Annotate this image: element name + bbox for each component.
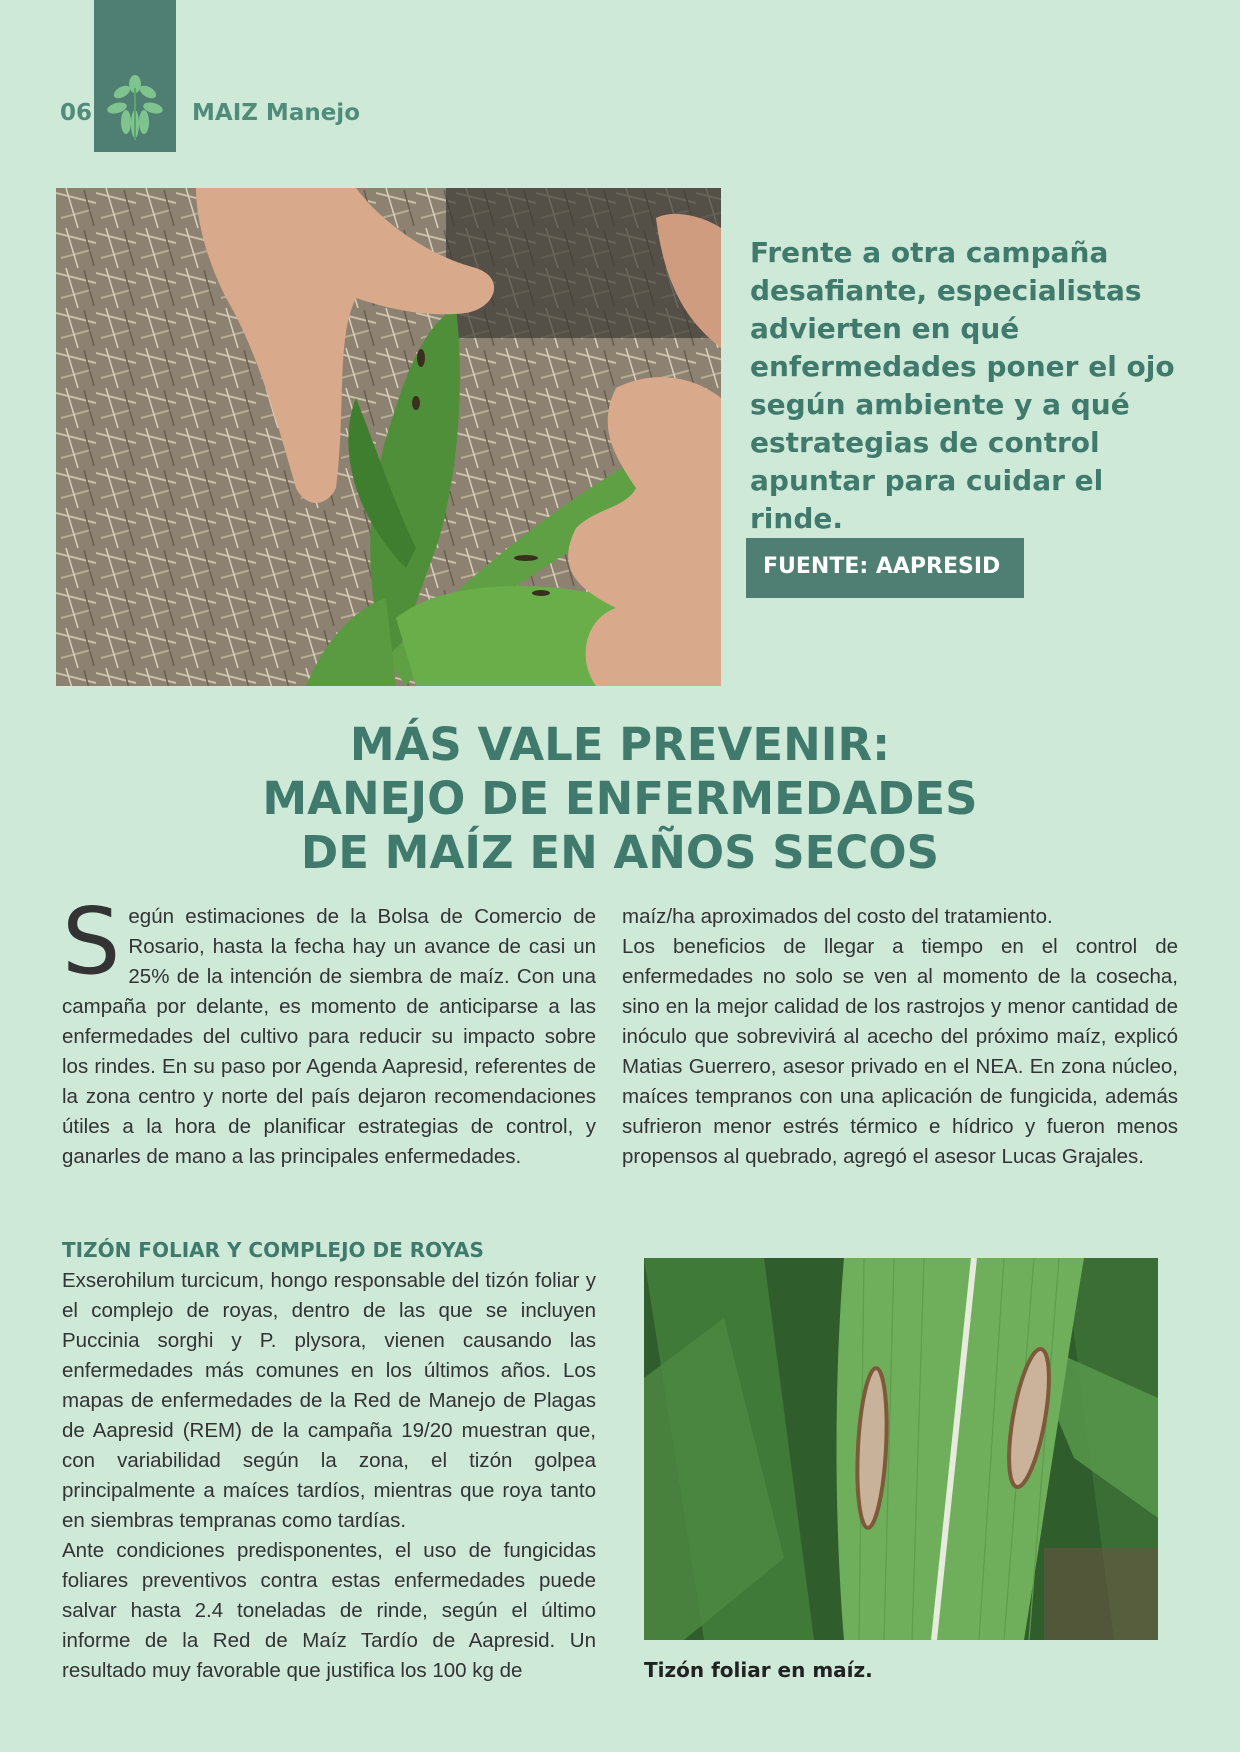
right-column-paragraph-1: maíz/ha aproximados del costo del tratamiento. [622, 905, 1053, 928]
tizon-section-text [62, 1266, 596, 1686]
photo-leaf-blight [644, 1258, 1158, 1640]
plant-sprout-icon [104, 74, 166, 144]
photo-corn-seedling [56, 188, 721, 686]
lead-paragraph: Frente a otra campaña desafiante, especialistas advierten en qué enfermedades poner el ojo según ambiente y a qué estrategias de control apuntar para cuidar el rinde. [750, 236, 1175, 535]
source-badge: FUENTE: AAPRESID [746, 538, 1024, 598]
section-subheading: TIZÓN FOLIAR Y COMPLEJO DE ROYAS [62, 1238, 484, 1262]
right-column-paragraph-2: Los beneficios de llegar a tiempo en el control de enfermedades no solo se ven al momento de la cosecha, sino en la mejor calidad de los rastrojos y menor cantidad de inóculo que sobrevivirá al acecho del próximo maíz, explicó Matias Guerrero, asesor privado en el NEA. En zona núcleo, maíces tempranos con una aplicación de fungicida, además sufrieron menor estrés térmico e hídrico y fueron menos propensos al quebrado, agregó el asesor Lucas Grajales. [622, 935, 1178, 1168]
tizon-paragraph-2: Ante condiciones predisponentes, el uso de fungicidas foliares preventivos contra estas enfermedades puede salvar hasta 2.4 toneladas de rinde, según el último informe de la Red de Maíz Tardío de Aapresid. Un resultado muy favorable que justifica los 100 kg de [62, 1539, 596, 1682]
right-column-text [622, 902, 1178, 1172]
page-number: 06 [60, 100, 93, 126]
tizon-paragraph-1: Exserohilum turcicum, hongo responsable del tizón foliar y el complejo de royas, dentro de las que se incluyen Puccinia sorghi y P. plysora, vienen causando las enfermedades más comunes en los últimos años. Los mapas de enfermedades de la Red de Manejo de Plagas de Aapresid (REM) de la campaña 19/20 muestran que, con variabilidad según la zona, el tizón golpea principalmente a maíces tardíos, mientras que roya tanto en siembras tempranas como tardías. [62, 1269, 596, 1532]
section-label: MAIZ Manejo [192, 100, 360, 126]
headline-line-3: DE MAÍZ EN AÑOS SECOS [300, 826, 940, 879]
intro-paragraph [62, 888, 596, 1172]
headline-line-2: MANEJO DE ENFERMEDADES [262, 772, 978, 825]
photo-caption: Tizón foliar en maíz. [644, 1658, 873, 1682]
headline-line-1: MÁS VALE PREVENIR: [349, 718, 891, 771]
intro-text: egún estimaciones de la Bolsa de Comercio de Rosario, hasta la fecha hay un avance de casi un 25% de la intención de siembra de maíz. Con una campaña por delante, es momento de anticiparse a las enfermedades del cultivo para reducir su impacto sobre los rindes. En su paso por Agenda Aapresid, referentes de la zona centro y norte del país dejaron recomendaciones útiles a la hora de planificar estrategias de control, y ganarles de mano a las principales enfermedades. [62, 905, 596, 1168]
article-headline [0, 718, 1240, 880]
drop-cap: S [62, 888, 121, 995]
